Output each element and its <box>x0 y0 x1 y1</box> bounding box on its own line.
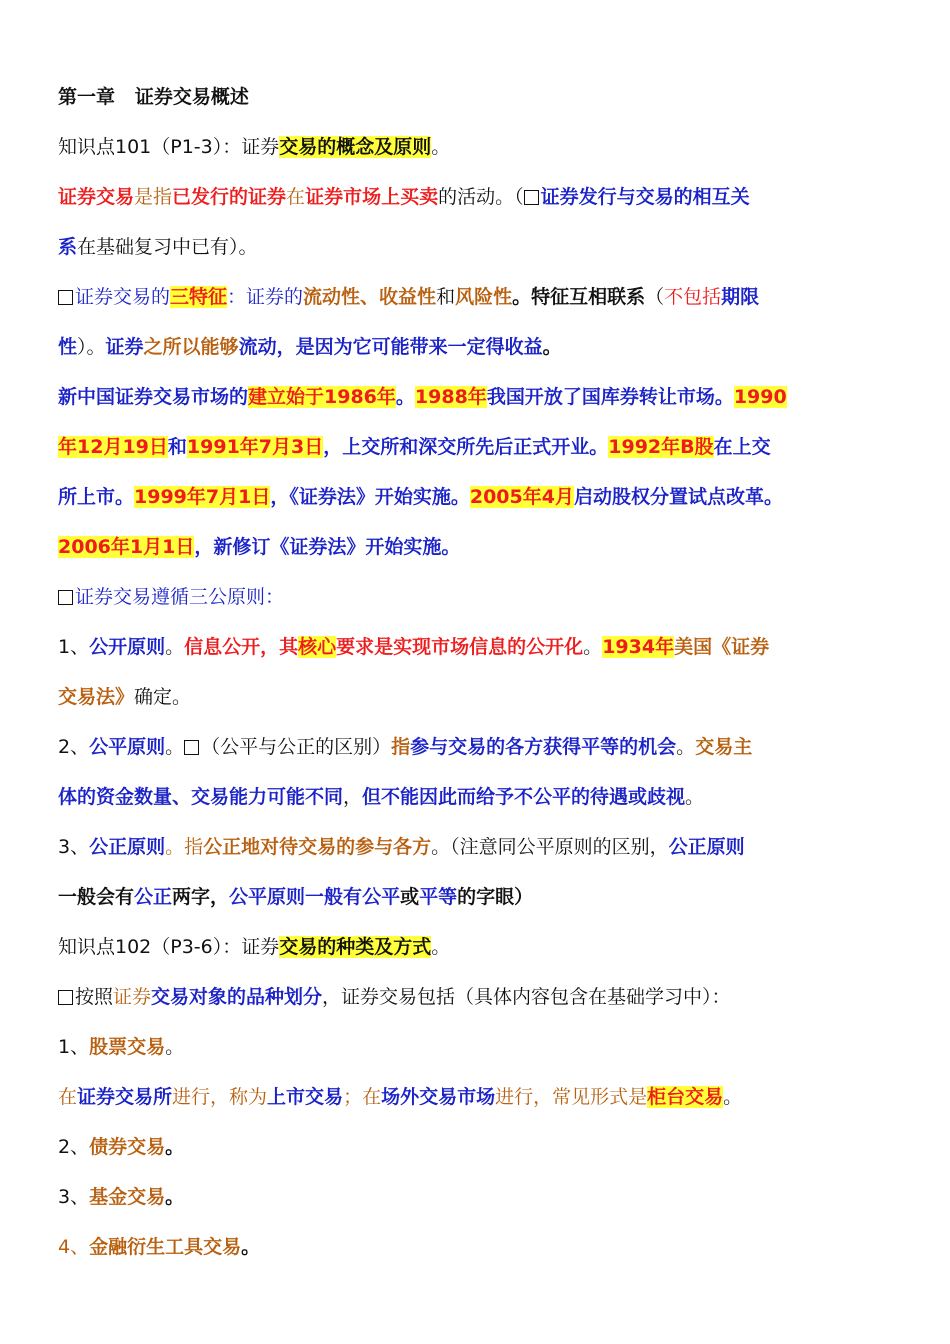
text-segment: 交易对象的品种划分 <box>151 986 323 1008</box>
text-segment: 一般会有 <box>58 886 135 908</box>
text-segment: 在上交 <box>713 436 771 458</box>
text-segment: ）。 <box>77 336 106 358</box>
text-segment: 。指 <box>165 836 204 858</box>
checkbox-square-icon <box>524 190 539 205</box>
text-line <box>58 572 894 622</box>
text-segment: 按照 <box>75 986 114 1008</box>
text-segment: 。 <box>165 1136 185 1158</box>
chapter-title <box>58 72 894 122</box>
text-segment: 证券交易 <box>58 186 135 208</box>
text-line <box>58 622 894 672</box>
text-segment: 启动股权分置试点改革。 <box>573 486 783 508</box>
text-line <box>58 372 894 422</box>
highlighted-text: 1990 <box>733 386 787 408</box>
text-segment: 公正原则 <box>89 836 166 858</box>
text-segment: 性 <box>58 336 78 358</box>
highlighted-text: 核心 <box>298 636 337 658</box>
text-line <box>58 722 894 772</box>
checkbox-square-icon <box>58 590 73 605</box>
text-segment: 公平 <box>362 886 401 908</box>
text-segment: 确定。 <box>134 686 192 708</box>
text-segment: 系 <box>58 236 78 258</box>
text-segment: 的字眼） <box>457 886 534 908</box>
text-segment: 公正地对待交易的参与各方 <box>203 836 432 858</box>
text-segment: 。 <box>165 1036 185 1058</box>
text-segment: 。 <box>395 386 415 408</box>
text-segment: 我国开放了国库券转让市场。 <box>486 386 734 408</box>
text-line <box>58 472 894 522</box>
text-segment: 证券交易的 <box>75 286 171 308</box>
text-segment: 证券 <box>113 986 152 1008</box>
text-line <box>58 672 894 722</box>
text-segment: ；在 <box>343 1086 382 1108</box>
text-segment: 参与交易的各方获得平等的机会 <box>410 736 677 758</box>
text-segment: 。 <box>685 786 705 808</box>
highlighted-text: 1999年7月1日 <box>134 486 271 508</box>
text-segment: 4、 <box>58 1236 90 1258</box>
text-segment: 公正原则 <box>668 836 745 858</box>
text-line <box>58 1172 894 1222</box>
text-segment: 基金交易 <box>89 1186 166 1208</box>
text-segment: ，《证券法》开始实施。 <box>270 486 470 508</box>
text-segment: 期限 <box>721 286 760 308</box>
text-segment: 2、 <box>58 736 90 758</box>
text-segment: 平等 <box>419 886 458 908</box>
text-segment: 。 <box>165 736 185 758</box>
text-line <box>58 972 894 1022</box>
text-segment: 是指 <box>134 186 173 208</box>
text-segment: 证券市场上买卖 <box>305 186 439 208</box>
text-line <box>58 822 894 872</box>
text-line <box>58 172 894 222</box>
text-segment: 信息公开，其 <box>184 636 299 658</box>
text-segment: ：证券的 <box>227 286 304 308</box>
text-line <box>58 1122 894 1172</box>
text-segment: 交易主 <box>695 736 753 758</box>
text-segment: 债券交易 <box>89 1136 166 1158</box>
text-segment: 或 <box>400 886 420 908</box>
text-line <box>58 872 894 922</box>
text-segment: 但不能因此而给予不公平的待遇或歧视 <box>362 786 686 808</box>
text-segment: 2、 <box>58 1136 90 1158</box>
text-segment: 和 <box>167 436 187 458</box>
text-segment: 。特征互相联系 <box>512 286 646 308</box>
text-line <box>58 272 894 322</box>
text-segment: 上市交易 <box>267 1086 344 1108</box>
text-segment: 公开原则 <box>89 636 166 658</box>
text-line <box>58 1222 894 1272</box>
highlighted-text: 交易的概念及原则 <box>279 136 432 158</box>
text-segment: 不包括 <box>664 286 722 308</box>
text-segment: （ <box>645 286 665 308</box>
text-segment: 指 <box>391 736 411 758</box>
text-segment: 流动性、收益性 <box>303 286 437 308</box>
text-segment: 在 <box>58 1086 78 1108</box>
text-segment: 体的资金数量、交易能力可能不同 <box>58 786 344 808</box>
text-segment: 证券交易遵循三公原则： <box>75 586 285 608</box>
highlighted-text: 2006年1月1日 <box>58 536 195 558</box>
text-segment: ，新修订《证券法》开始实施。 <box>194 536 461 558</box>
text-segment: 证券 <box>105 336 144 358</box>
text-segment: 。 <box>583 636 603 658</box>
checkbox-square-icon <box>58 990 73 1005</box>
text-segment: 美国《证券 <box>674 636 770 658</box>
text-line <box>58 222 894 272</box>
text-line <box>58 1022 894 1072</box>
text-segment: 3、 <box>58 836 90 858</box>
text-segment: ， <box>343 786 363 808</box>
text-segment: 。 <box>165 636 185 658</box>
text-segment: 场外交易市场 <box>381 1086 496 1108</box>
text-segment: 公平原则 <box>89 736 166 758</box>
text-segment: 。 <box>241 1236 261 1258</box>
highlighted-text: 1934年 <box>602 636 675 658</box>
text-segment: （公平与公正的区别） <box>201 736 392 758</box>
text-line <box>58 922 894 972</box>
text-segment: 第一章 证券交易概述 <box>58 86 249 108</box>
text-line <box>58 522 894 572</box>
highlighted-text: 建立始于1986年 <box>248 386 396 408</box>
text-segment: 进行，常见形式是 <box>495 1086 648 1108</box>
text-segment: 。 <box>431 136 451 158</box>
text-segment: 。 <box>542 336 562 358</box>
text-segment: 金融衍生工具交易 <box>89 1236 242 1258</box>
text-segment: 知识点101（P1-3）：证券 <box>58 136 280 158</box>
checkbox-square-icon <box>184 740 199 755</box>
text-segment: 风险性 <box>455 286 513 308</box>
text-segment: 的活动。（ <box>438 186 524 208</box>
text-segment: 1、 <box>58 1036 90 1058</box>
text-segment: 新中国证券交易市场的 <box>58 386 249 408</box>
text-segment: 在 <box>286 186 306 208</box>
text-segment: 3、 <box>58 1186 90 1208</box>
text-segment: 公正 <box>134 886 173 908</box>
text-segment: 证券发行与交易的相互关 <box>540 186 750 208</box>
text-segment: 要求是实现市场信息的公开化 <box>336 636 584 658</box>
highlighted-text: 1992年B股 <box>608 436 714 458</box>
text-line <box>58 322 894 372</box>
text-segment: 公平原则一般有 <box>229 886 363 908</box>
text-segment: 知识点102（P3-6）：证券 <box>58 936 280 958</box>
text-segment: 。（注意同公平原则的区别， <box>431 836 669 858</box>
text-segment: 。 <box>165 1186 185 1208</box>
highlighted-text: 柜台交易 <box>647 1086 724 1108</box>
text-segment: 。 <box>723 1086 743 1108</box>
text-line <box>58 422 894 472</box>
text-line <box>58 122 894 172</box>
text-segment: 交易法》 <box>58 686 135 708</box>
text-segment: 1、 <box>58 636 90 658</box>
text-segment: 进行，称为 <box>172 1086 268 1108</box>
text-line <box>58 1072 894 1122</box>
text-segment: 证券交易所 <box>77 1086 173 1108</box>
highlighted-text: 年12月19日 <box>58 436 168 458</box>
text-segment: 之所以能够 <box>143 336 239 358</box>
text-segment: ，上交所和深交所先后正式开业。 <box>323 436 609 458</box>
text-segment: ，证券交易包括（具体内容包含在基础学习中）： <box>322 986 731 1008</box>
highlighted-text: 三特征 <box>170 286 228 308</box>
text-segment: 两字， <box>172 886 230 908</box>
text-line <box>58 772 894 822</box>
text-segment: 和 <box>436 286 456 308</box>
text-segment: 已发行的证券 <box>172 186 287 208</box>
text-segment: 股票交易 <box>89 1036 166 1058</box>
text-segment: 。 <box>676 736 696 758</box>
text-segment: 流动，是因为它可能带来一定得收益 <box>238 336 543 358</box>
highlighted-text: 2005年4月 <box>469 486 574 508</box>
highlighted-text: 1991年7月3日 <box>186 436 324 458</box>
text-segment: 所上市。 <box>58 486 135 508</box>
highlighted-text: 交易的种类及方式 <box>279 936 432 958</box>
text-segment: 在基础复习中已有）。 <box>77 236 258 258</box>
text-segment: 。 <box>431 936 451 958</box>
highlighted-text: 1988年 <box>414 386 487 408</box>
checkbox-square-icon <box>58 290 73 305</box>
